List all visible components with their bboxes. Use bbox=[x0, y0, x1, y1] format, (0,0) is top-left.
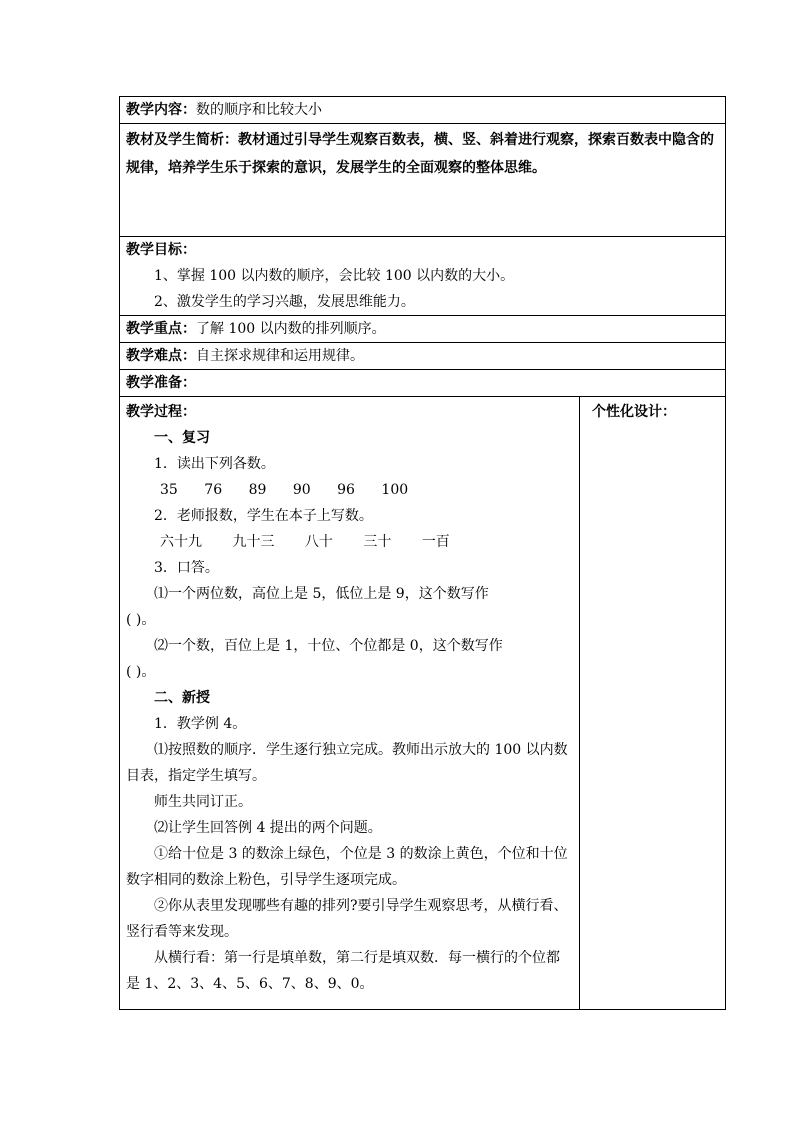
personal-label: 个性化设计： bbox=[592, 404, 676, 420]
cn-number-item: 六十九 bbox=[160, 534, 202, 550]
q2: 2．老师报数，学生在本子上写数。 bbox=[154, 508, 373, 524]
row-analysis bbox=[120, 124, 726, 237]
number-item: 35 bbox=[160, 482, 178, 498]
row-preparation bbox=[120, 370, 726, 397]
t1a2: 师生共同订正。 bbox=[154, 794, 252, 810]
q3a: ⑴一个两位数，高位上是 5，低位上是 9，这个数写作 bbox=[154, 586, 489, 602]
t1b2: ②你从表里发现哪些有趣的排列?要引导学生观察思考，从横行看、竖行看等来发现。 bbox=[126, 898, 568, 940]
row-content bbox=[120, 97, 726, 124]
t1: 1．教学例 4。 bbox=[154, 716, 247, 732]
q1: 1．读出下列各数。 bbox=[154, 456, 275, 472]
process-cell bbox=[120, 397, 580, 1010]
difficulty-value: 自主探求规律和运用规律。 bbox=[196, 348, 364, 364]
row-difficulty bbox=[120, 343, 726, 370]
goals-label: 教学目标： bbox=[126, 242, 196, 258]
cn-number-item: 八十 bbox=[304, 534, 333, 550]
preparation-label: 教学准备： bbox=[126, 375, 196, 391]
row-process bbox=[120, 397, 726, 1010]
process-label: 教学过程： bbox=[126, 404, 196, 420]
content-value: 数的顺序和比较大小 bbox=[196, 102, 322, 118]
content-cell bbox=[120, 97, 726, 124]
t1a: ⑴按照数的顺序．学生逐行独立完成。教师出示放大的 100 以内数目表，指定学生填写。 bbox=[126, 742, 568, 784]
t1b1: ①给十位是 3 的数涂上绿色，个位是 3 的数涂上黄色，个位和十位数字相同的数涂上粉色，引导学生逐项完成。 bbox=[126, 846, 568, 888]
blank-2: ( )。 bbox=[126, 664, 156, 680]
goal-item-1: 1、掌握 100 以内数的顺序，会比较 100 以内数的大小。 bbox=[154, 268, 515, 284]
t1b3: 从横行看：第一行是填单数，第二行是填双数．每一横行的个位都是 1、2、3、4、5、6、7、8、9、0。 bbox=[126, 950, 560, 992]
cn-number-item: 一百 bbox=[421, 534, 450, 550]
key-point-label: 教学重点： bbox=[126, 321, 196, 337]
personal-cell bbox=[580, 397, 726, 1010]
number-item: 89 bbox=[248, 482, 267, 498]
goal-item-2: 2、激发学生的学习兴趣，发展思维能力。 bbox=[154, 294, 415, 310]
row-goals bbox=[120, 237, 726, 316]
cn-number-item: 九十三 bbox=[232, 534, 275, 550]
numbers-row bbox=[126, 477, 573, 503]
q3b: ⑵一个数，百位上是 1，十位、个位都是 0，这个数写作 bbox=[154, 638, 503, 654]
difficulty-cell bbox=[120, 343, 726, 370]
analysis-cell bbox=[120, 124, 726, 237]
key-point-cell bbox=[120, 316, 726, 343]
number-item: 90 bbox=[292, 482, 311, 498]
q3: 3．口答。 bbox=[154, 560, 219, 576]
section-review: 一、复习 bbox=[154, 430, 210, 446]
difficulty-label: 教学难点： bbox=[126, 348, 196, 364]
preparation-cell bbox=[120, 370, 726, 397]
blank-1: ( )。 bbox=[126, 612, 156, 628]
lesson-plan-table bbox=[119, 96, 726, 1010]
row-key-point bbox=[120, 316, 726, 343]
goals-cell bbox=[120, 237, 726, 316]
cn-numbers-row bbox=[126, 529, 573, 555]
analysis-value: 教材通过引导学生观察百数表，横、竖、斜着进行观察，探索百数表中隐含的规律，培养学生乐于探索的意识，发展学生的全面观察的整体思维。 bbox=[126, 132, 714, 176]
number-item: 76 bbox=[204, 482, 223, 498]
analysis-label: 教材及学生简析： bbox=[126, 132, 238, 148]
number-item: 96 bbox=[337, 482, 355, 498]
key-point-value: 了解 100 以内数的排列顺序。 bbox=[196, 321, 386, 337]
section-new: 二、新授 bbox=[154, 690, 210, 706]
content-label: 教学内容： bbox=[126, 102, 196, 118]
t1b: ⑵让学生回答例 4 提出的两个问题。 bbox=[154, 820, 382, 836]
number-item: 100 bbox=[381, 482, 409, 498]
cn-number-item: 三十 bbox=[363, 534, 392, 550]
